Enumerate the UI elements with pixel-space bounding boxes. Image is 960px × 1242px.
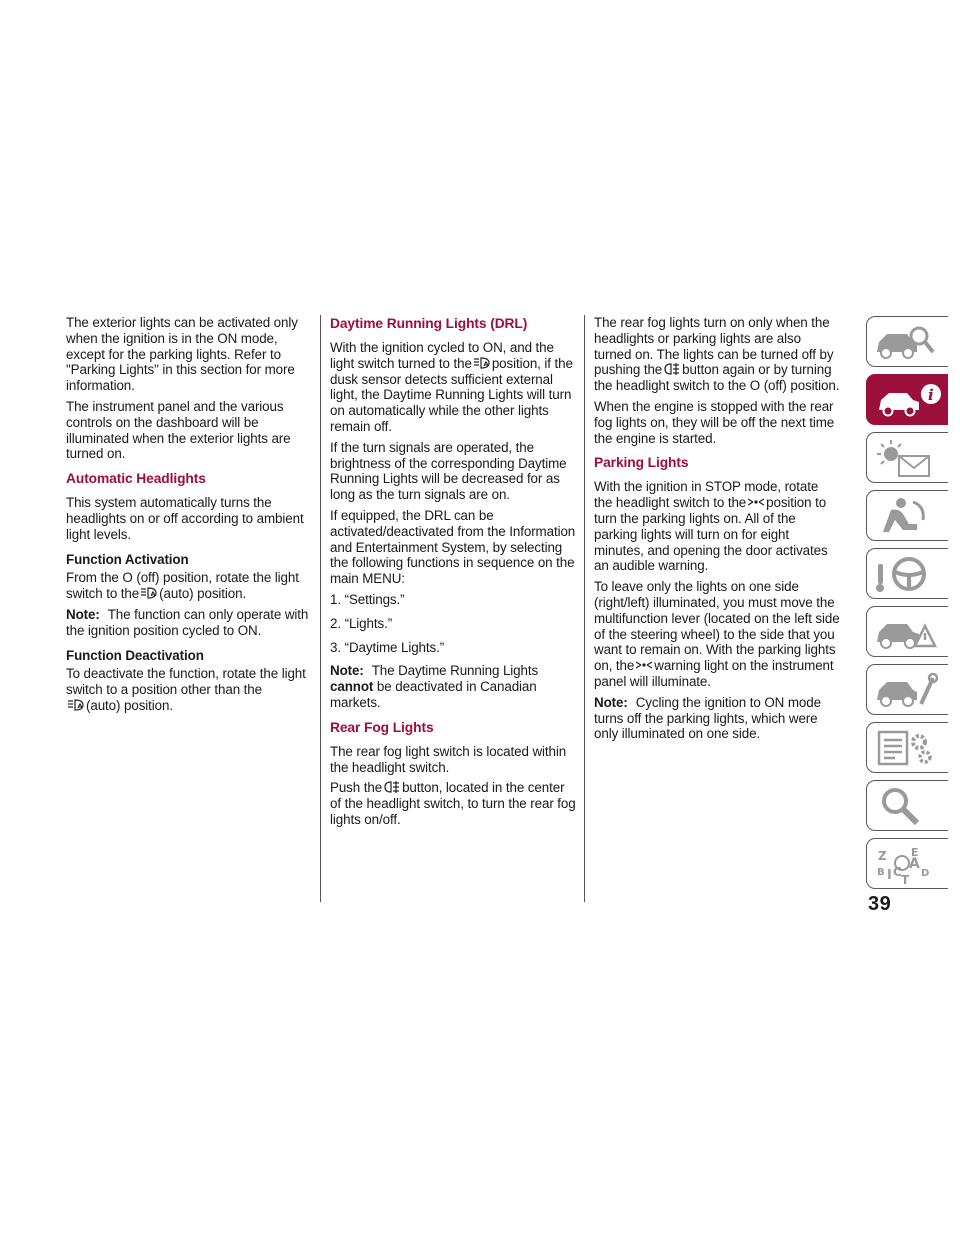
tab-warning-lights[interactable] [866,432,948,483]
tab-magnifier-index[interactable] [866,780,948,831]
tab-steering-wheel[interactable] [866,548,948,599]
tab-alphabet-index[interactable] [866,838,948,889]
rear-fog-light-icon [664,363,680,375]
menu-step: 2. “Lights.” [330,615,393,631]
car-info-icon [873,380,941,420]
rear-fog-text-2: Push the button, located in the center of the headlight switch, to turn the rear fog lights on/off. [330,780,576,827]
svg-text:B: B [877,867,885,878]
rear-fog-text-1: The rear fog light switch is located within the headlight switch. [330,743,567,775]
rear-fog-lights-heading: Rear Fog Lights [330,719,434,735]
svg-text:C: C [893,865,902,879]
column-3 [594,315,840,747]
function-activation-text: From the O (off) position, rotate the light switch to the (auto) position. [66,570,299,602]
note-label: Note: [66,606,100,622]
magnifier-index-icon [873,786,941,826]
tab-seat-airbag[interactable] [866,490,948,541]
parking-text-1: With the ignition in STOP mode, rotate the headlight switch to the position to turn the parking lights on. All of the parking lights will turn on for eight minutes, and opening the door activates an audible warning. [594,479,828,574]
seat-airbag-icon [873,496,941,536]
car-maintenance-icon [873,670,941,710]
intro-paragraph-1: The exterior lights can be activated only when the ignition is in the ON mode, except for the parking lights. Refer to "Parking Lights" in this section for more information. [66,315,298,394]
rear-fog-text-3: The rear fog lights turn on only when the headlights or parking lights are also turned on. The lights can be turned off by pushing the button again or by turning the headlight switch to the O (off) position. [594,315,840,394]
svg-text:E: E [911,846,919,859]
drl-text-3: If equipped, the DRL can be activated/deactivated from the Information and Entertainment System, by selecting the following functions in sequence on the main MENU: [330,507,576,587]
drl-text-1: With the ignition cycled to ON, and the light switch turned to the position, if the dusk sensor detects sufficient external light, the Daytime Running Lights will turn on automatically while the other lights remain off. [330,340,573,434]
function-deactivation-text: To deactivate the function, rotate the light switch to a position other than the (auto) position. [66,666,306,713]
svg-text:Z: Z [878,849,887,863]
alphabet-index-icon [873,844,941,884]
svg-text:T: T [901,873,910,884]
menu-steps-list [330,592,576,655]
rear-fog-text-4: When the engine is stopped with the rear fog lights on, they will be off the next time the engine is started. [594,398,835,446]
parking-lights-heading: Parking Lights [594,455,689,471]
svg-text:i: i [928,386,934,404]
note-1: Note: The function can only operate with the ignition position cycled to ON. [66,606,309,638]
column-2 [330,315,576,833]
tab-specifications[interactable] [866,722,948,773]
auto-headlight-icon [68,699,84,711]
function-deactivation-heading: Function Deactivation [66,647,204,663]
note-label: Note: [594,694,628,710]
column-divider [584,315,585,902]
car-emergency-icon [873,612,941,652]
svg-text:I: I [887,868,892,883]
svg-text:D: D [921,868,930,879]
auto-headlight-icon [474,357,490,369]
column-divider [320,315,321,902]
parking-text-2: To leave only the lights on one side (right/left) illuminated, you must move the multifunction lever (located on the left side of the steering wheel) to the side that you want to remain on. With the parking lights on, the warning light on the instrument panel will illuminate. [594,579,840,689]
note-2: Note: The Daytime Running Lights cannot be deactivated in Canadian markets. [330,663,539,710]
specifications-icon [873,728,941,768]
parking-light-icon [748,496,764,508]
tab-car-maintenance[interactable] [866,664,948,715]
auto-headlight-icon [141,587,157,599]
menu-step: 3. “Daytime Lights.” [330,639,445,655]
parking-light-icon [636,659,652,671]
steering-wheel-icon [873,554,941,594]
drl-heading: Daytime Running Lights (DRL) [330,316,528,331]
function-activation-heading: Function Activation [66,551,189,567]
menu-step: 1. “Settings.” [330,591,405,607]
warning-lights-icon [873,438,941,478]
drl-text-2: If the turn signals are operated, the brightness of the corresponding Daytime Running Lights will be decreased for as long as the turn signals are on. [330,439,567,503]
rear-fog-light-icon [384,781,400,793]
column-1 [66,315,312,719]
page-number: 39 [868,893,892,915]
automatic-headlights-text: This system automatically turns the headlights on or off according to ambient light levels. [66,495,304,542]
tab-car-emergency[interactable] [866,606,948,657]
automatic-headlights-heading: Automatic Headlights [66,471,206,487]
tab-car-search[interactable] [866,316,948,367]
svg-text:A: A [909,856,920,872]
tab-car-info[interactable] [866,374,948,425]
note-3: Note: Cycling the ignition to ON mode turns off the parking lights, which were only illuminated on one side. [594,694,821,742]
car-search-icon [873,322,941,362]
intro-paragraph-2: The instrument panel and the various controls on the dashboard will be illuminated when the exterior lights are turned on. [66,398,291,462]
note-label: Note: [330,663,364,679]
